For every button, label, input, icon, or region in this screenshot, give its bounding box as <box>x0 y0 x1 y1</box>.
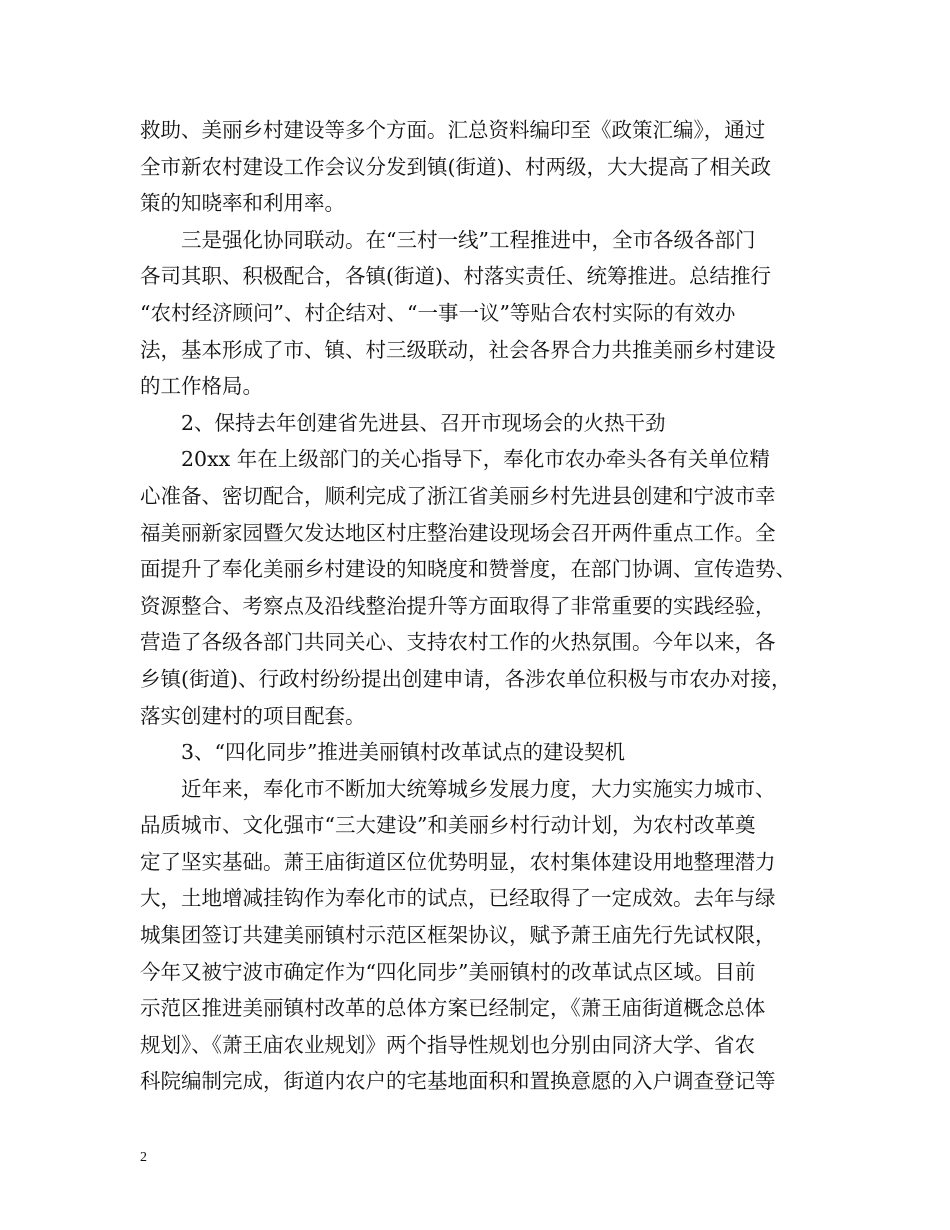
section-heading: 3、“四化同步”推进美丽镇村改革试点的建设契机 <box>181 740 626 765</box>
paragraph-start-line: 20xx 年在上级部门的关心指导下，奉化市农办牵头各有关单位精 <box>181 447 770 472</box>
text-line: 城集团签订共建美丽镇村示范区框架协议，赋予萧王庙先行先试权限， <box>140 923 776 948</box>
text-line: 今年又被宁波市确定作为“四化同步”美丽镇村的改革试点区域。目前 <box>140 959 756 984</box>
document-body <box>140 112 820 1100</box>
text-line: 规划》、《萧王庙农业规划》两个指导性规划也分别由同济大学、省农 <box>140 1032 755 1057</box>
text-line: 定了坚实基础。萧王庙街道区位优势明显，农村集体建设用地整理潜力 <box>140 849 776 874</box>
text-line: 落实创建村的项目配套。 <box>140 703 366 728</box>
text-line: 的工作格局。 <box>140 374 263 399</box>
text-line: 全市新农村建设工作会议分发到镇(街道)、村两级，大大提高了相关政 <box>140 154 771 179</box>
text-line: 乡镇(街道)、行政村纷纷提出创建申请，各涉农单位积极与市农办对接， <box>140 666 792 691</box>
section-heading: 2、保持去年创建省先进县、召开市现场会的火热干劲 <box>181 410 666 435</box>
text-line: 营造了各级各部门共同关心、支持农村工作的火热氛围。今年以来，各 <box>140 630 776 655</box>
text-line: 策的知晓率和利用率。 <box>140 191 345 216</box>
text-line: 心准备、密切配合，顺利完成了浙江省美丽乡村先进县创建和宁波市幸 <box>140 483 776 508</box>
page-number: 2 <box>140 1150 147 1165</box>
text-line: 科院编制完成，街道内农户的宅基地面积和置换意愿的入户调查登记等 <box>140 1069 776 1094</box>
text-line: 大，土地增减挂钩作为奉化市的试点，已经取得了一定成效。去年与绿 <box>140 886 776 911</box>
text-line: 各司其职、积极配合，各镇(街道)、村落实责任、统筹推进。总结推行 <box>140 264 771 289</box>
paragraph-start-line: 三是强化协同联动。在“三村一线”工程推进中，全市各级各部门 <box>181 227 756 252</box>
text-line: 福美丽新家园暨欠发达地区村庄整治建设现场会召开两件重点工作。全 <box>140 520 776 545</box>
text-line: 品质城市、文化强市“三大建设”和美丽乡村行动计划，为农村改革奠 <box>140 813 756 838</box>
text-line: 示范区推进美丽镇村改革的总体方案已经制定，《萧王庙街道概念总体 <box>140 996 766 1021</box>
paragraph-start-line: 近年来，奉化市不断加大统筹城乡发展力度，大力实施实力城市、 <box>181 776 776 801</box>
text-line: 法，基本形成了市、镇、村三级联动，社会各界合力共推美丽乡村建设 <box>140 337 776 362</box>
text-line: 资源整合、考察点及沿线整治提升等方面取得了非常重要的实践经验， <box>140 593 776 618</box>
text-line: 面提升了奉化美丽乡村建设的知晓度和赞誉度，在部门协调、宣传造势、 <box>140 557 796 582</box>
text-line: 救助、美丽乡村建设等多个方面。汇总资料编印至《政策汇编》，通过 <box>140 118 766 142</box>
text-line: “农村经济顾问”、村企结对、“一事一议”等贴合农村实际的有效办 <box>140 300 736 325</box>
